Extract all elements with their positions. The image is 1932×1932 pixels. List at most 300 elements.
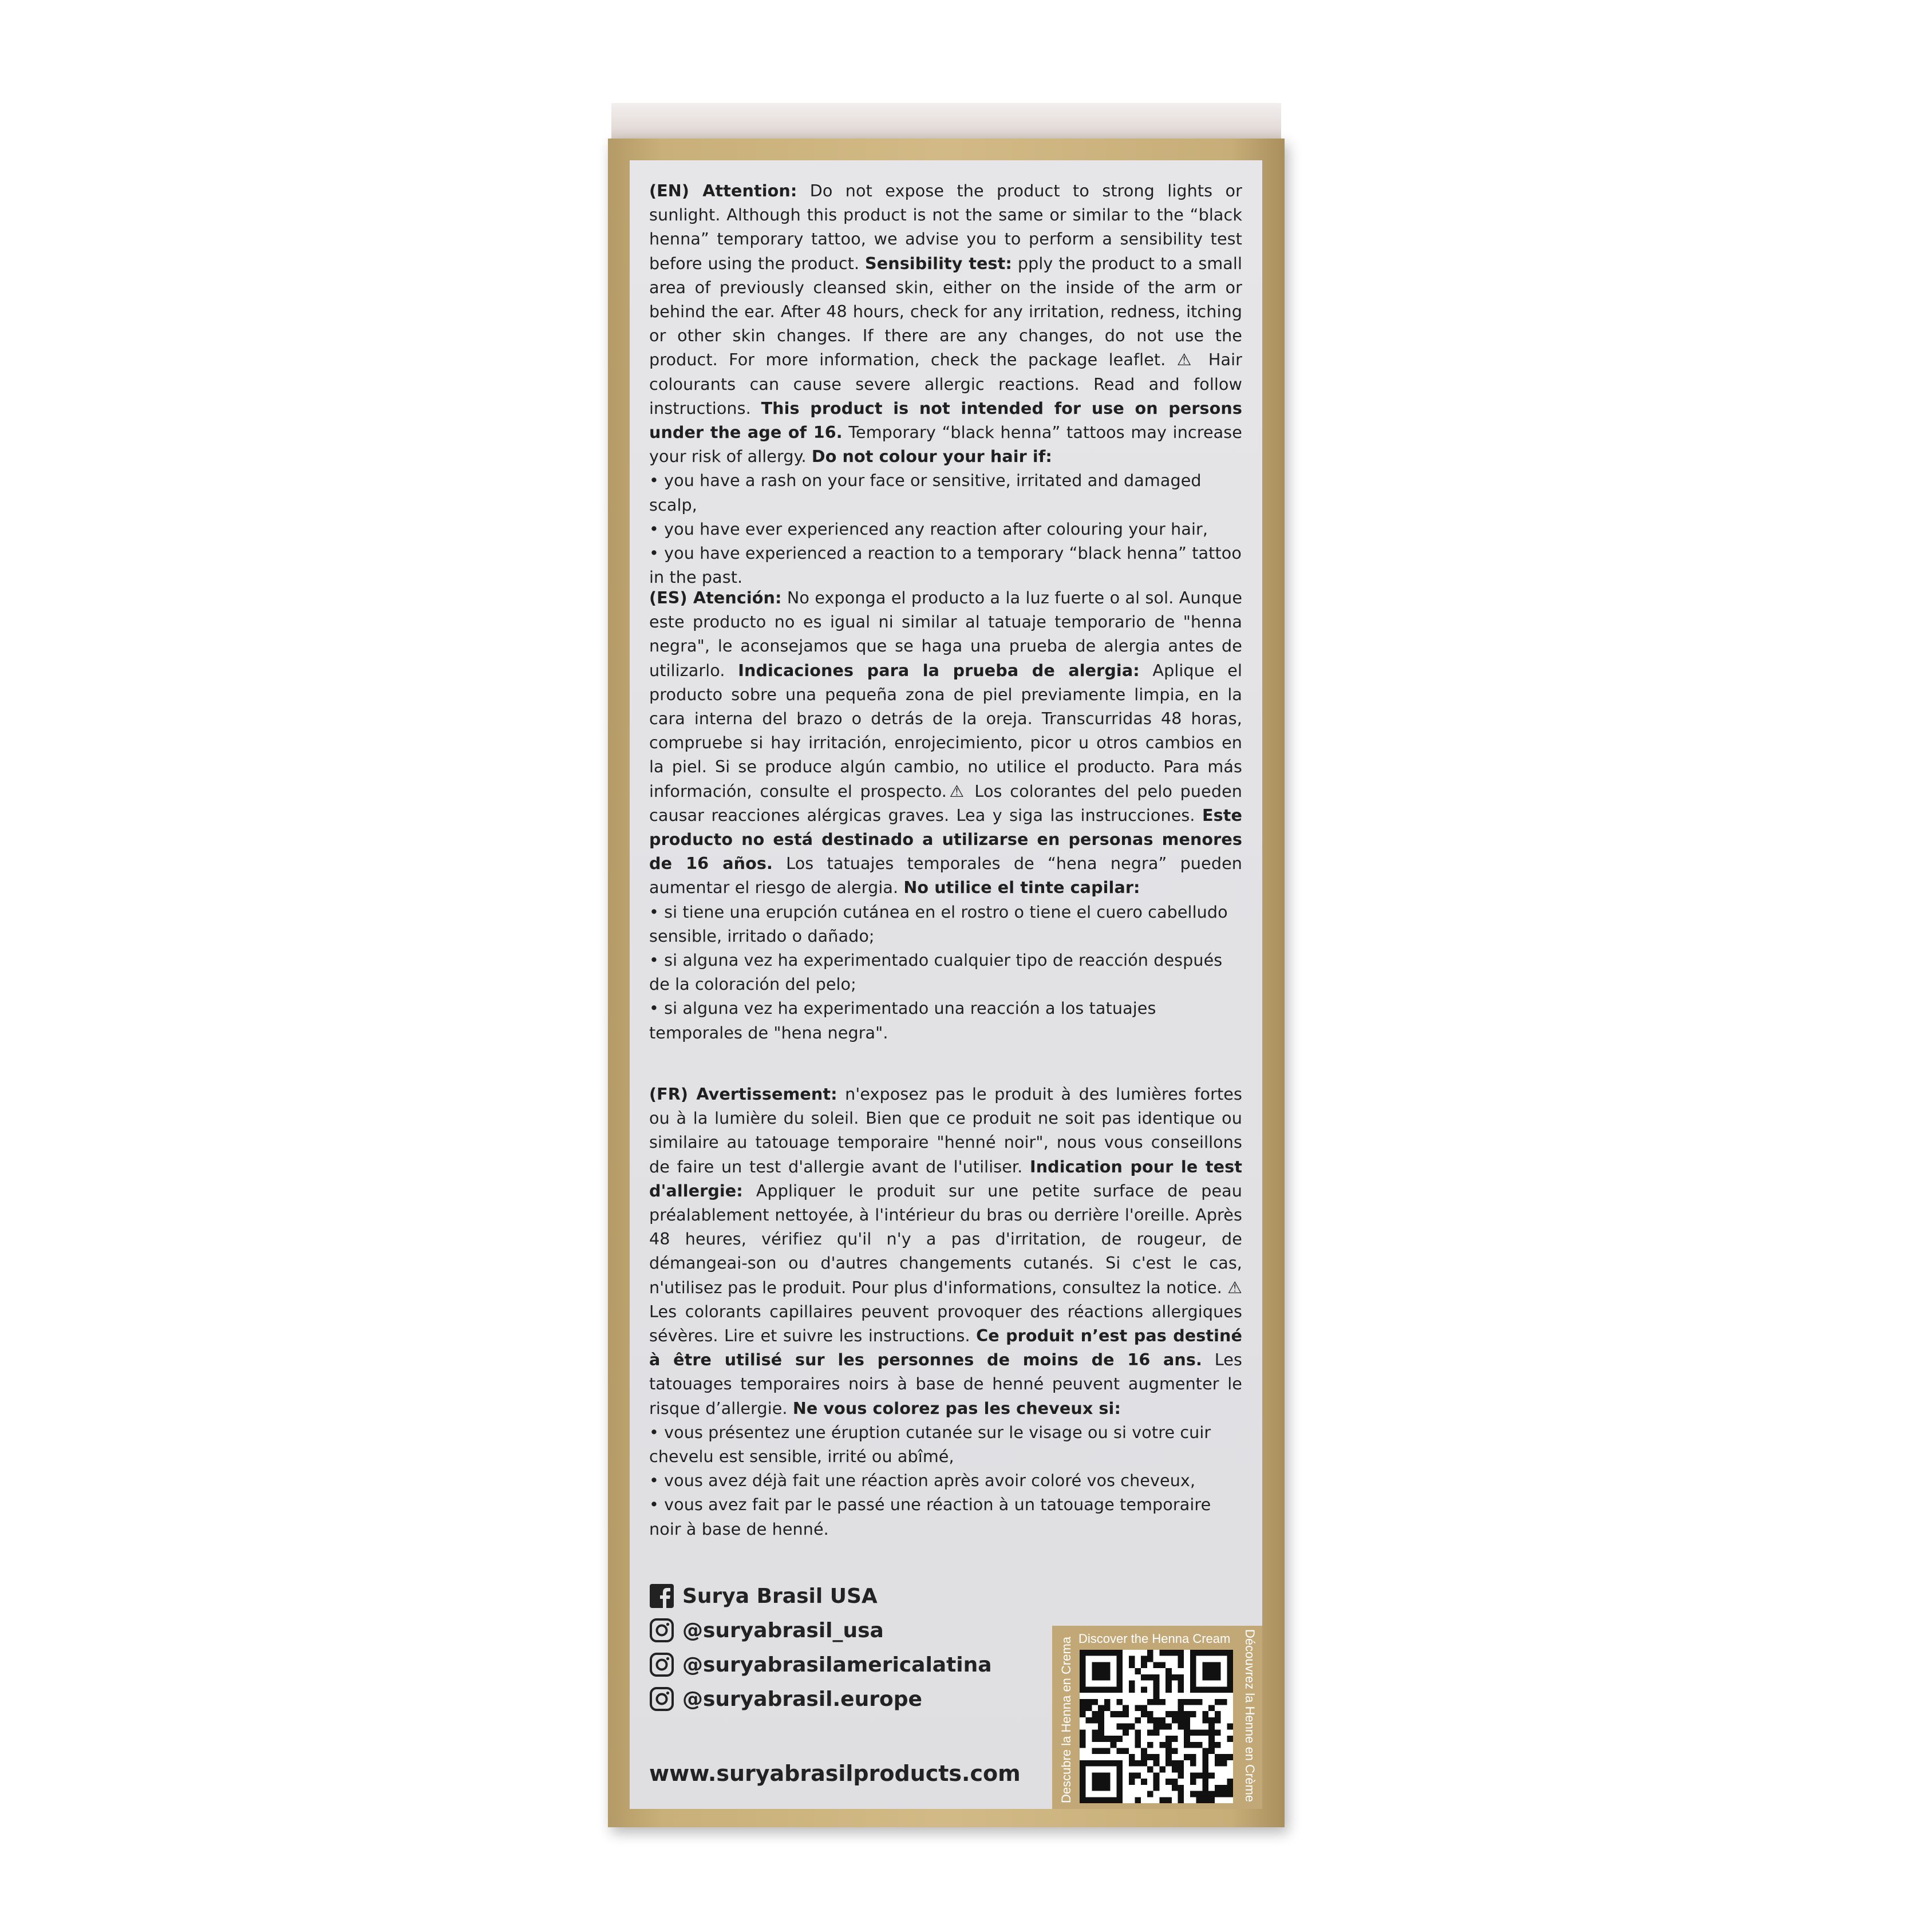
- qr-module: [1227, 1650, 1233, 1656]
- english-bullet: • you have a rash on your face or sensitive, irritated and damaged scalp,: [649, 471, 1202, 515]
- social-row-instagram[interactable]: [649, 1647, 992, 1682]
- qr-module: [1227, 1736, 1233, 1742]
- qr-module: [1202, 1754, 1208, 1760]
- qr-module: [1141, 1686, 1147, 1693]
- qr-module: [1098, 1662, 1104, 1668]
- qr-module: [1215, 1754, 1221, 1760]
- qr-module: [1190, 1754, 1196, 1760]
- qr-module: [1104, 1686, 1111, 1693]
- qr-module: [1215, 1760, 1221, 1767]
- qr-module: [1172, 1711, 1178, 1717]
- qr-module: [1221, 1686, 1227, 1693]
- qr-caption-right: Découvrez la Henne en Crème: [1243, 1629, 1257, 1803]
- qr-module: [1165, 1681, 1172, 1687]
- qr-module: [1178, 1650, 1184, 1656]
- qr-module: [1153, 1729, 1160, 1736]
- qr-module: [1147, 1711, 1153, 1717]
- qr-module: [1147, 1650, 1153, 1656]
- french-bullet: • vous avez fait par le passé une réaction à un tatouage temporaire noir à base de henné.: [649, 1495, 1211, 1539]
- qr-module: [1104, 1705, 1111, 1711]
- qr-module: [1104, 1760, 1111, 1767]
- qr-module: [1215, 1717, 1221, 1724]
- instagram-icon: [649, 1686, 674, 1712]
- qr-module: [1202, 1686, 1208, 1693]
- qr-module: [1208, 1650, 1215, 1656]
- qr-module: [1153, 1772, 1160, 1779]
- qr-module: [1116, 1785, 1123, 1791]
- qr-module: [1153, 1717, 1160, 1724]
- qr-module: [1184, 1736, 1190, 1742]
- qr-module: [1165, 1674, 1172, 1681]
- qr-module: [1129, 1724, 1135, 1730]
- qr-module: [1178, 1724, 1184, 1730]
- qr-module: [1227, 1724, 1233, 1730]
- qr-module: [1153, 1779, 1160, 1785]
- social-row-instagram[interactable]: [649, 1613, 992, 1647]
- qr-module: [1116, 1724, 1123, 1730]
- qr-module: [1178, 1656, 1184, 1662]
- qr-module: [1153, 1681, 1160, 1687]
- qr-module: [1153, 1674, 1160, 1681]
- qr-code-panel: [1052, 1626, 1262, 1809]
- qr-module: [1165, 1760, 1172, 1767]
- qr-module: [1080, 1767, 1086, 1773]
- qr-module: [1159, 1650, 1165, 1656]
- qr-module: [1080, 1705, 1086, 1711]
- qr-module: [1202, 1711, 1208, 1717]
- qr-module: [1165, 1779, 1172, 1785]
- qr-module: [1116, 1760, 1123, 1767]
- qr-module: [1215, 1699, 1221, 1705]
- qr-module: [1080, 1742, 1086, 1748]
- qr-module: [1172, 1650, 1178, 1656]
- qr-module: [1092, 1779, 1098, 1785]
- qr-module: [1141, 1748, 1147, 1755]
- social-row-instagram[interactable]: [649, 1682, 992, 1716]
- qr-module: [1153, 1760, 1160, 1767]
- qr-module: [1178, 1674, 1184, 1681]
- qr-module: [1129, 1662, 1135, 1668]
- qr-module: [1092, 1717, 1098, 1724]
- qr-module: [1141, 1674, 1147, 1681]
- qr-module: [1190, 1650, 1196, 1656]
- qr-module: [1208, 1724, 1215, 1730]
- qr-module: [1227, 1754, 1233, 1760]
- qr-module: [1098, 1785, 1104, 1791]
- qr-module: [1202, 1674, 1208, 1681]
- qr-module: [1172, 1760, 1178, 1767]
- qr-module: [1147, 1674, 1153, 1681]
- qr-module: [1080, 1791, 1086, 1797]
- qr-module: [1178, 1711, 1184, 1717]
- qr-module: [1141, 1779, 1147, 1785]
- qr-module: [1196, 1742, 1203, 1748]
- qr-module: [1208, 1772, 1215, 1779]
- qr-module: [1092, 1674, 1098, 1681]
- qr-module: [1147, 1767, 1153, 1773]
- spanish-bullet: • si tiene una erupción cutánea en el rostro o tiene el cuero cabelludo sensible, irritado o dañado;: [649, 902, 1228, 946]
- qr-module: [1098, 1736, 1104, 1742]
- french-label: (FR) Avertissement:: [649, 1084, 837, 1104]
- qr-module: [1184, 1717, 1190, 1724]
- qr-module: [1202, 1729, 1208, 1736]
- qr-module: [1080, 1772, 1086, 1779]
- english-bullet: • you have experienced a reaction to a temporary “black henna” tattoo in the past.: [649, 543, 1242, 587]
- qr-module: [1190, 1779, 1196, 1785]
- social-handle: Surya Brasil USA: [682, 1584, 878, 1608]
- qr-module: [1129, 1772, 1135, 1779]
- qr-module: [1208, 1674, 1215, 1681]
- qr-module: [1116, 1748, 1123, 1755]
- qr-module: [1178, 1760, 1184, 1767]
- qr-module: [1172, 1736, 1178, 1742]
- english-warning-section: [649, 179, 1242, 589]
- qr-module: [1196, 1729, 1203, 1736]
- qr-module: [1190, 1699, 1196, 1705]
- qr-module: [1141, 1662, 1147, 1668]
- qr-module: [1098, 1748, 1104, 1755]
- qr-module: [1208, 1662, 1215, 1668]
- qr-module: [1141, 1711, 1147, 1717]
- qr-module: [1135, 1760, 1141, 1767]
- qr-module: [1215, 1711, 1221, 1717]
- qr-module: [1202, 1662, 1208, 1668]
- qr-module: [1178, 1705, 1184, 1711]
- social-row-facebook[interactable]: [649, 1579, 992, 1613]
- qr-module: [1172, 1767, 1178, 1773]
- spanish-bullet: • si alguna vez ha experimentado cualquier tipo de reacción después de la coloración del pelo;: [649, 950, 1223, 994]
- qr-module: [1227, 1686, 1233, 1693]
- qr-module: [1092, 1662, 1098, 1668]
- qr-module: [1196, 1797, 1203, 1803]
- qr-module: [1104, 1662, 1111, 1668]
- qr-module: [1104, 1797, 1111, 1803]
- english-paragraph: (EN) Attention: Do not expose the product to strong lights or sunlight. Although this product is not the same or similar to the “black henna” temporary tattoo, we advise you to perform a sensibility test before using the product. Sensibility test: pply the product to a small area of previously cleansed skin, either on the inside of the arm or behind the ear. After 48 hours, check for any irritation, redness, itching or other skin changes. If there are any changes, do not use the product. For more information, check the package leaflet. ⚠ Hair colourants can cause severe allergic reactions. Read and follow instructions. This product is not intended for use on persons under the age of 16. Temporary “black henna” tattoos may increase your risk of allergy. Do not colour your hair if:: [649, 181, 1242, 467]
- qr-code[interactable]: [1080, 1650, 1233, 1803]
- qr-module: [1092, 1729, 1098, 1736]
- qr-module: [1184, 1742, 1190, 1748]
- qr-module: [1111, 1760, 1117, 1767]
- qr-module: [1215, 1729, 1221, 1736]
- qr-module: [1196, 1699, 1203, 1705]
- social-handle: @suryabrasilamericalatina: [682, 1653, 992, 1677]
- qr-caption-top: Discover the Henna Cream: [1078, 1631, 1231, 1646]
- qr-module: [1221, 1699, 1227, 1705]
- qr-module: [1153, 1699, 1160, 1705]
- qr-module: [1111, 1736, 1117, 1742]
- qr-module: [1086, 1760, 1092, 1767]
- qr-module: [1165, 1797, 1172, 1803]
- qr-module: [1104, 1772, 1111, 1779]
- qr-module: [1080, 1785, 1086, 1791]
- qr-module: [1086, 1717, 1092, 1724]
- qr-module: [1098, 1705, 1104, 1711]
- qr-module: [1123, 1724, 1129, 1730]
- qr-module: [1111, 1650, 1117, 1656]
- qr-module: [1116, 1686, 1123, 1693]
- qr-module: [1135, 1729, 1141, 1736]
- qr-module: [1147, 1791, 1153, 1797]
- qr-module: [1123, 1711, 1129, 1717]
- qr-module: [1165, 1742, 1172, 1748]
- qr-module: [1196, 1772, 1203, 1779]
- qr-module: [1215, 1742, 1221, 1748]
- qr-module: [1184, 1724, 1190, 1730]
- qr-module: [1159, 1724, 1165, 1730]
- qr-module: [1129, 1686, 1135, 1693]
- qr-module: [1141, 1754, 1147, 1760]
- spanish-bullet: • si alguna vez ha experimentado una reacción a los tatuajes temporales de "hena negra".: [649, 998, 1156, 1042]
- qr-module: [1129, 1754, 1135, 1760]
- qr-module: [1196, 1650, 1203, 1656]
- qr-module: [1178, 1767, 1184, 1773]
- qr-module: [1184, 1729, 1190, 1736]
- qr-module: [1202, 1748, 1208, 1755]
- qr-module: [1208, 1729, 1215, 1736]
- qr-module: [1227, 1674, 1233, 1681]
- qr-module: [1227, 1681, 1233, 1687]
- qr-module: [1215, 1674, 1221, 1681]
- qr-module: [1190, 1662, 1196, 1668]
- qr-module: [1092, 1668, 1098, 1674]
- qr-module: [1104, 1785, 1111, 1791]
- qr-module: [1080, 1674, 1086, 1681]
- qr-module: [1135, 1736, 1141, 1742]
- qr-module: [1086, 1705, 1092, 1711]
- qr-module: [1172, 1674, 1178, 1681]
- qr-module: [1116, 1699, 1123, 1705]
- qr-module: [1111, 1742, 1117, 1748]
- qr-module: [1116, 1772, 1123, 1779]
- qr-module: [1165, 1686, 1172, 1693]
- qr-module: [1153, 1662, 1160, 1668]
- qr-module: [1215, 1791, 1221, 1797]
- qr-module: [1165, 1711, 1172, 1717]
- qr-module: [1159, 1699, 1165, 1705]
- qr-module: [1086, 1699, 1092, 1705]
- qr-module: [1153, 1785, 1160, 1791]
- qr-module: [1141, 1705, 1147, 1711]
- qr-module: [1165, 1650, 1172, 1656]
- french-paragraph: (FR) Avertissement: n'exposez pas le produit à des lumières fortes ou à la lumière du soleil. Bien que ce produit ne soit pas identique ou similaire au tatouage temporaire "henné noir", nous vous conseillons de faire un test d'allergie avant de l'utiliser. Indication pour le test d'allergie: Appliquer le produit sur une petite surface de peau préalablement nettoyée, à l'intérieur du bras ou derrière l'oreille. Après 48 heures, vérifiez qu'il n'y a pas d'irritation, de rougeur, de démangeai-son ou d'autres changements cutanés. Si c'est le cas, n'utilisez pas le produit. Pour plus d'informations, consultez la notice. ⚠ Les colorants capillaires peuvent provoquer des réactions allergiques sévères. Lire et suivre les instructions. Ce produit n’est pas destiné à être utilisé sur les personnes de moins de 16 ans. Les tatouages temporaires noirs à base de henné peuvent augmenter le risque d’allergie. Ne vous colorez pas les cheveux si:: [649, 1084, 1242, 1418]
- qr-module: [1178, 1791, 1184, 1797]
- qr-module: [1165, 1668, 1172, 1674]
- qr-module: [1202, 1772, 1208, 1779]
- qr-module: [1104, 1779, 1111, 1785]
- qr-module: [1153, 1724, 1160, 1730]
- english-bullet: • you have ever experienced any reaction after colouring your hair,: [649, 519, 1208, 539]
- qr-module: [1165, 1748, 1172, 1755]
- qr-module: [1202, 1760, 1208, 1767]
- qr-module: [1147, 1699, 1153, 1705]
- qr-module: [1153, 1693, 1160, 1699]
- qr-module: [1098, 1711, 1104, 1717]
- qr-module: [1178, 1772, 1184, 1779]
- french-warning-section: [649, 1082, 1242, 1541]
- qr-module: [1215, 1650, 1221, 1656]
- qr-module: [1190, 1681, 1196, 1687]
- qr-module: [1208, 1717, 1215, 1724]
- qr-module: [1190, 1686, 1196, 1693]
- qr-module: [1111, 1797, 1117, 1803]
- qr-module: [1215, 1686, 1221, 1693]
- qr-module: [1159, 1662, 1165, 1668]
- qr-module: [1184, 1699, 1190, 1705]
- qr-module: [1116, 1650, 1123, 1656]
- label-panel: [630, 160, 1262, 1809]
- qr-module: [1092, 1772, 1098, 1779]
- qr-module: [1165, 1754, 1172, 1760]
- qr-module: [1086, 1797, 1092, 1803]
- qr-module: [1208, 1668, 1215, 1674]
- qr-module: [1116, 1797, 1123, 1803]
- qr-module: [1129, 1760, 1135, 1767]
- qr-module: [1178, 1686, 1184, 1693]
- qr-module: [1208, 1686, 1215, 1693]
- qr-module: [1098, 1717, 1104, 1724]
- qr-module: [1178, 1662, 1184, 1668]
- qr-module: [1178, 1681, 1184, 1687]
- qr-module: [1098, 1760, 1104, 1767]
- qr-module: [1227, 1656, 1233, 1662]
- qr-module: [1159, 1717, 1165, 1724]
- social-handle: @suryabrasil_usa: [682, 1618, 884, 1642]
- qr-module: [1123, 1729, 1129, 1736]
- qr-module: [1098, 1724, 1104, 1730]
- qr-module: [1116, 1767, 1123, 1773]
- qr-module: [1116, 1791, 1123, 1797]
- qr-module: [1159, 1742, 1165, 1748]
- qr-module: [1092, 1748, 1098, 1755]
- instagram-icon: [649, 1652, 674, 1677]
- qr-module: [1135, 1717, 1141, 1724]
- qr-module: [1172, 1748, 1178, 1755]
- qr-module: [1098, 1772, 1104, 1779]
- qr-module: [1080, 1729, 1086, 1736]
- qr-module: [1215, 1785, 1221, 1791]
- qr-module: [1178, 1699, 1184, 1705]
- qr-module: [1165, 1736, 1172, 1742]
- qr-module: [1080, 1686, 1086, 1693]
- qr-module: [1202, 1650, 1208, 1656]
- qr-module: [1202, 1797, 1208, 1803]
- qr-module: [1172, 1785, 1178, 1791]
- qr-module: [1080, 1681, 1086, 1687]
- qr-module: [1221, 1650, 1227, 1656]
- qr-module: [1104, 1650, 1111, 1656]
- spanish-label: (ES) Atención:: [649, 588, 782, 607]
- qr-module: [1178, 1785, 1184, 1791]
- qr-module: [1227, 1779, 1233, 1785]
- qr-module: [1190, 1674, 1196, 1681]
- qr-module: [1208, 1748, 1215, 1755]
- qr-module: [1178, 1797, 1184, 1803]
- qr-module: [1190, 1668, 1196, 1674]
- website-url[interactable]: www.suryabrasilproducts.com: [649, 1761, 1021, 1786]
- qr-module: [1116, 1662, 1123, 1668]
- qr-module: [1184, 1754, 1190, 1760]
- qr-module: [1190, 1742, 1196, 1748]
- qr-module: [1098, 1729, 1104, 1736]
- qr-module: [1098, 1674, 1104, 1681]
- french-bullet: • vous avez déjà fait une réaction après avoir coloré vos cheveux,: [649, 1471, 1196, 1491]
- qr-module: [1135, 1705, 1141, 1711]
- qr-module: [1221, 1785, 1227, 1791]
- qr-module: [1153, 1686, 1160, 1693]
- qr-module: [1080, 1656, 1086, 1662]
- qr-module: [1080, 1736, 1086, 1742]
- qr-module: [1116, 1674, 1123, 1681]
- qr-module: [1159, 1767, 1165, 1773]
- qr-module: [1141, 1760, 1147, 1767]
- qr-module: [1215, 1668, 1221, 1674]
- social-handle: @suryabrasil.europe: [682, 1687, 922, 1711]
- qr-caption-left: Descubre la Henna en Crema: [1059, 1636, 1073, 1803]
- qr-module: [1098, 1779, 1104, 1785]
- qr-module: [1111, 1711, 1117, 1717]
- qr-module: [1202, 1779, 1208, 1785]
- qr-module: [1092, 1699, 1098, 1705]
- qr-module: [1104, 1699, 1111, 1705]
- qr-module: [1080, 1760, 1086, 1767]
- qr-module: [1202, 1717, 1208, 1724]
- qr-module: [1208, 1791, 1215, 1797]
- qr-module: [1129, 1779, 1135, 1785]
- qr-module: [1092, 1736, 1098, 1742]
- qr-module: [1135, 1742, 1141, 1748]
- qr-module: [1080, 1699, 1086, 1705]
- qr-module: [1215, 1662, 1221, 1668]
- qr-module: [1116, 1681, 1123, 1687]
- qr-module: [1147, 1717, 1153, 1724]
- qr-module: [1141, 1656, 1147, 1662]
- qr-module: [1123, 1748, 1129, 1755]
- spanish-warning-section: [649, 586, 1242, 1045]
- qr-module: [1202, 1767, 1208, 1773]
- qr-module: [1190, 1711, 1196, 1717]
- qr-module: [1116, 1656, 1123, 1662]
- qr-module: [1208, 1797, 1215, 1803]
- qr-module: [1172, 1717, 1178, 1724]
- qr-module: [1178, 1717, 1184, 1724]
- qr-module: [1190, 1760, 1196, 1767]
- qr-module: [1092, 1797, 1098, 1803]
- qr-module: [1153, 1754, 1160, 1760]
- qr-module: [1092, 1711, 1098, 1717]
- qr-module: [1147, 1656, 1153, 1662]
- qr-module: [1208, 1705, 1215, 1711]
- qr-module: [1147, 1729, 1153, 1736]
- qr-module: [1202, 1785, 1208, 1791]
- french-bullet: • vous présentez une éruption cutanée sur le visage ou si votre cuir chevelu est sensible, irrité ou abîmé,: [649, 1422, 1211, 1467]
- qr-module: [1196, 1791, 1203, 1797]
- qr-module: [1092, 1760, 1098, 1767]
- qr-module: [1227, 1668, 1233, 1674]
- qr-module: [1147, 1754, 1153, 1760]
- qr-module: [1080, 1779, 1086, 1785]
- qr-module: [1208, 1736, 1215, 1742]
- qr-module: [1092, 1650, 1098, 1656]
- qr-module: [1080, 1662, 1086, 1668]
- qr-module: [1208, 1742, 1215, 1748]
- qr-module: [1116, 1668, 1123, 1674]
- qr-module: [1190, 1729, 1196, 1736]
- qr-module: [1104, 1674, 1111, 1681]
- qr-module: [1104, 1668, 1111, 1674]
- qr-module: [1147, 1742, 1153, 1748]
- qr-module: [1159, 1797, 1165, 1803]
- qr-module: [1104, 1736, 1111, 1742]
